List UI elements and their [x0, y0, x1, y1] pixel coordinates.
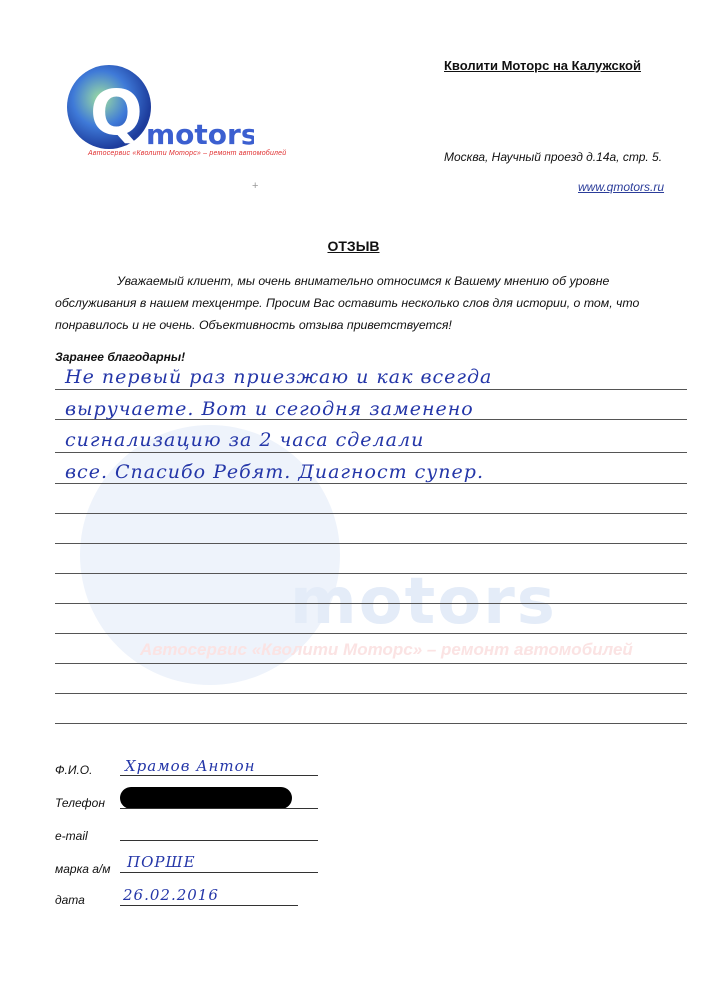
review-line	[55, 513, 687, 514]
car-label: марка а/м	[55, 862, 111, 876]
logo-word: motors	[146, 118, 254, 151]
name-field-line	[120, 775, 318, 776]
review-line	[55, 543, 687, 544]
review-line	[55, 693, 687, 694]
form-title: ОТЗЫВ	[327, 238, 380, 254]
date-value: 26.02.2016	[123, 886, 219, 904]
review-text-line: Не первый раз приезжаю и как всегда	[65, 366, 493, 388]
company-address: Москва, Научный проезд д.14а, стр. 5.	[444, 150, 663, 164]
thanks-note: Заранее благодарны!	[55, 350, 186, 364]
review-text-line: выручаете. Вот и сегодня заменено	[65, 398, 474, 420]
car-value: ПОРШЕ	[127, 853, 196, 871]
company-website-link[interactable]: www.qmotors.ru	[578, 180, 665, 194]
crosshair-mark: +	[252, 180, 259, 192]
date-field-line	[120, 905, 298, 906]
email-label: e-mail	[55, 829, 88, 843]
company-name: Кволити Моторс на Калужской	[444, 58, 641, 73]
phone-field-line	[120, 808, 318, 809]
review-line	[55, 663, 687, 664]
review-text-line: все. Спасибо Ребят. Диагност супер.	[65, 461, 484, 483]
review-text-line: сигнализацию за 2 часа сделали	[65, 429, 425, 451]
review-line	[55, 573, 687, 574]
car-field-line	[120, 872, 318, 873]
review-line	[55, 483, 687, 484]
review-line	[55, 389, 687, 390]
date-label: дата	[55, 893, 85, 907]
phone-redaction	[120, 787, 292, 809]
phone-label: Телефон	[55, 796, 105, 810]
name-value: Храмов Антон	[125, 757, 256, 775]
email-field-line	[120, 840, 318, 841]
watermark-tagline: Автосервис «Кволити Моторс» – ремонт автомобилей	[140, 640, 633, 659]
review-line	[55, 452, 687, 453]
form-intro: Уважаемый клиент, мы очень внимательно относимся к Вашему мнению об уровне обслуживания в нашем техцентре. Просим Вас оставить несколько слов для истории, о том, что понравилось и не очень. Объективность отзыва приветствуется!	[55, 274, 640, 332]
svg-text:Q: Q	[90, 76, 143, 149]
review-line	[55, 723, 687, 724]
logo-tagline: Автосервис «Кволити Моторс» – ремонт автомобилей	[88, 150, 287, 157]
review-line	[55, 633, 687, 634]
watermark-text: motors	[290, 565, 557, 639]
review-line	[55, 603, 687, 604]
name-label: Ф.И.О.	[55, 763, 93, 777]
